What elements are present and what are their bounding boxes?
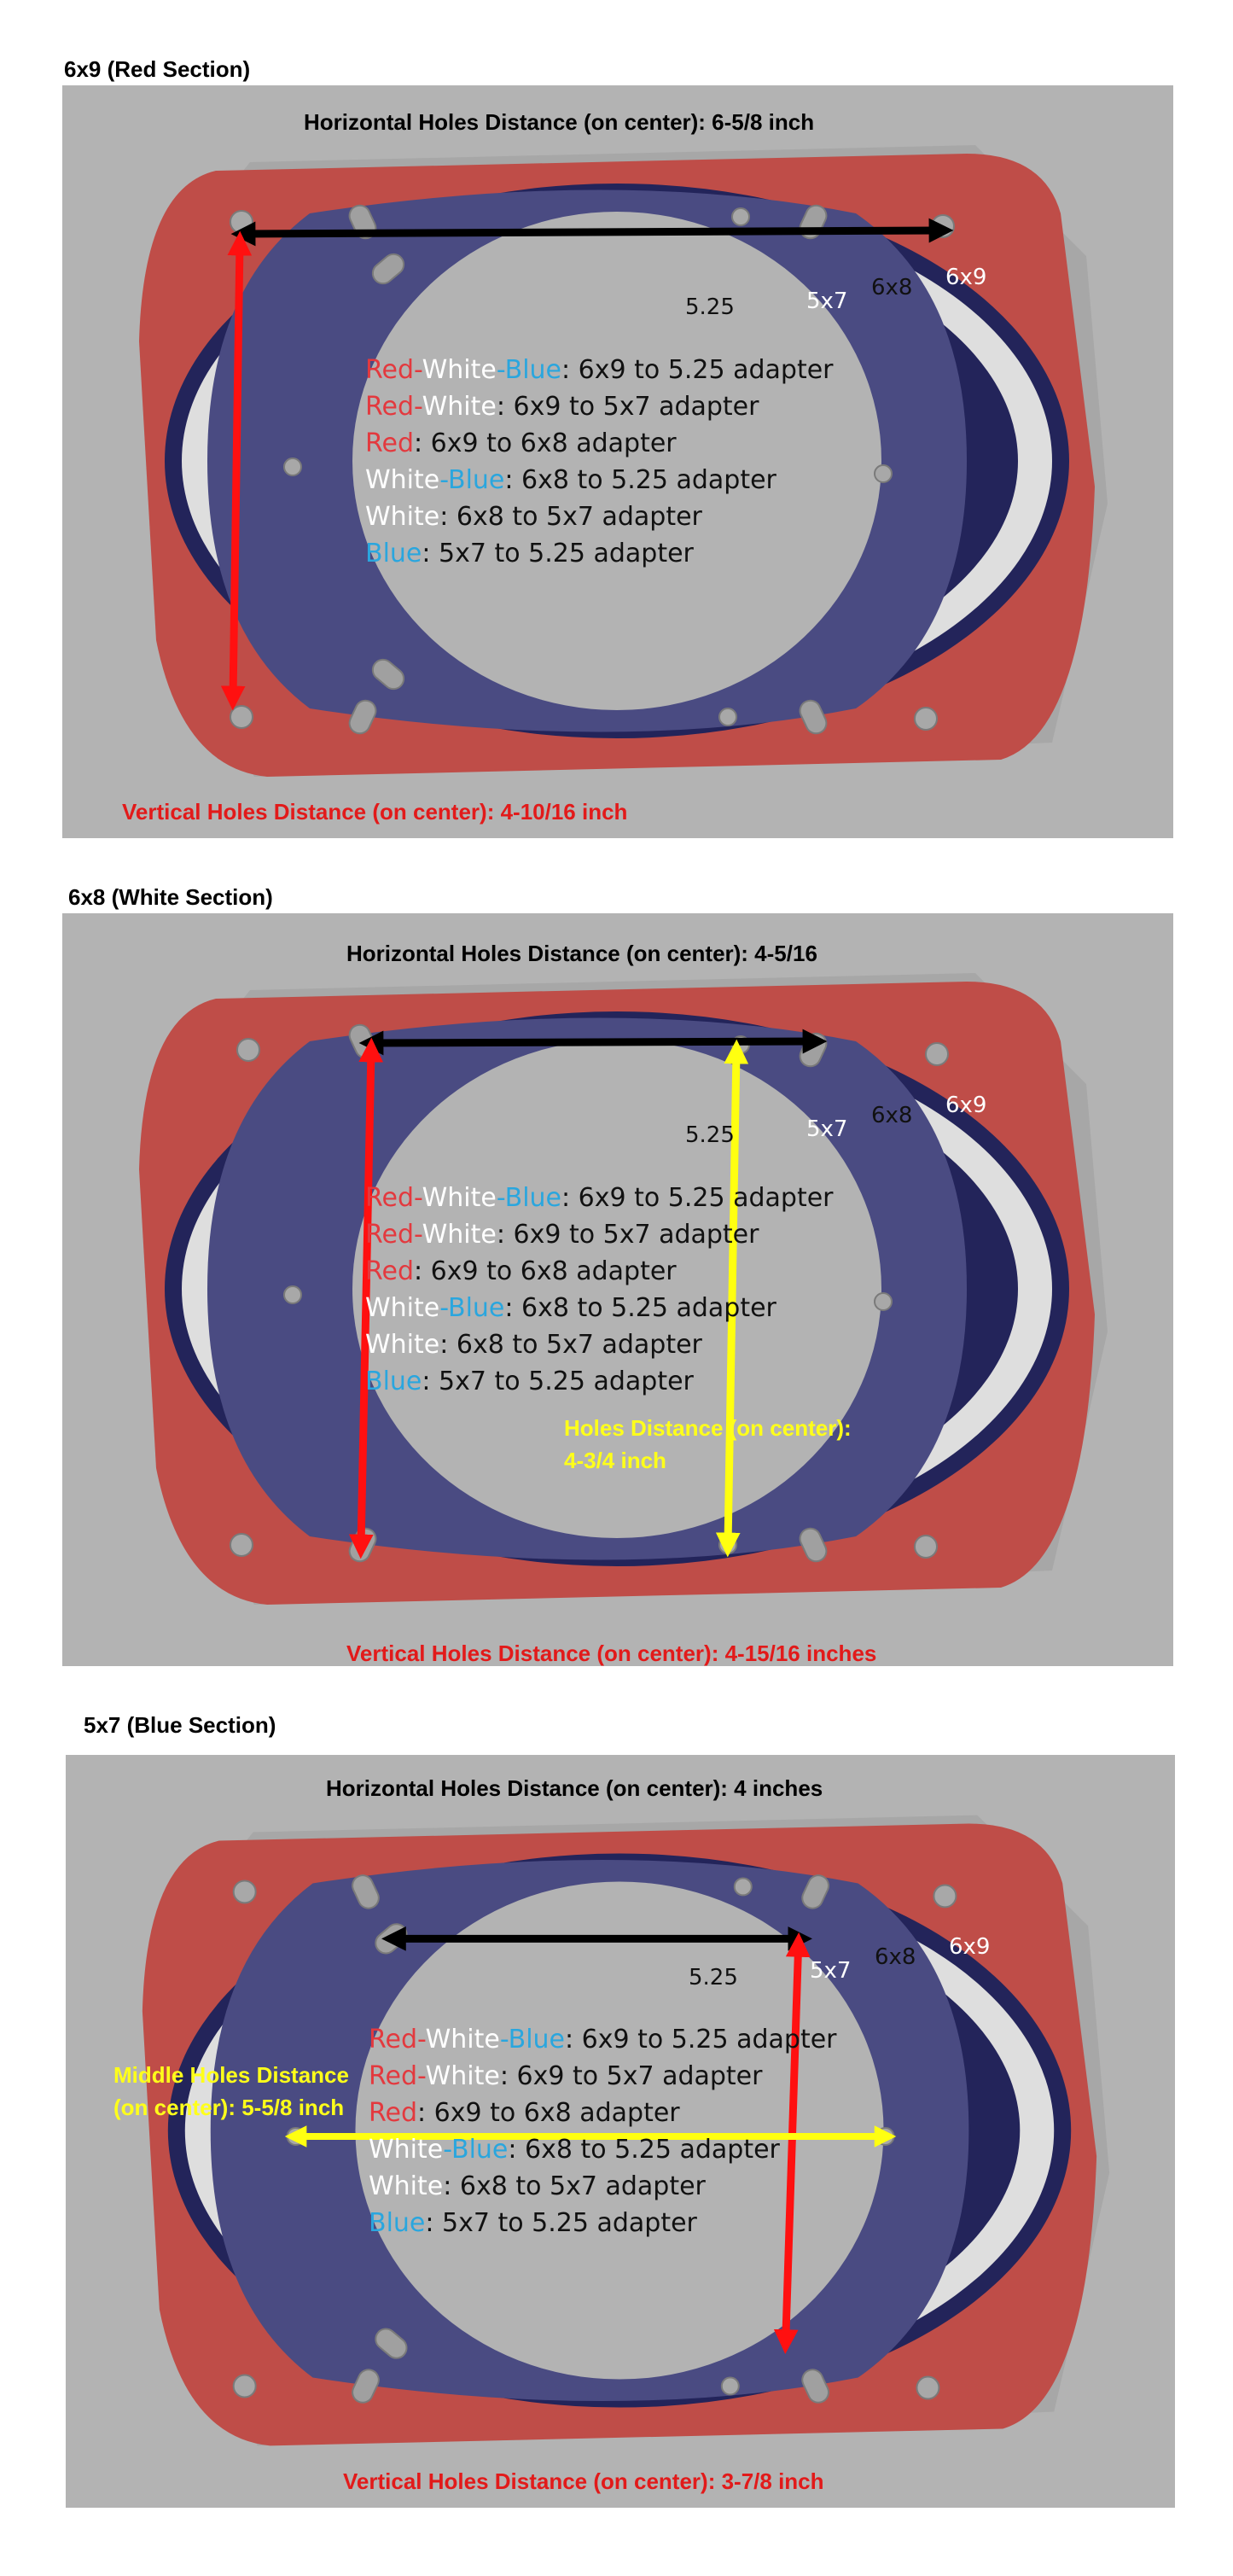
legend-line: Red: 6x9 to 6x8 adapter — [365, 1256, 677, 1286]
diagram-panel-6x9 — [62, 85, 1173, 838]
legend-line: Blue: 5x7 to 5.25 adapter — [369, 2208, 697, 2238]
section-title-6x9: 6x9 (Red Section) — [64, 56, 251, 82]
size-label-5-25: 5.25 — [685, 1122, 735, 1148]
vertical-distance-label: Vertical Holes Distance (on center): 3-7/8 inch — [343, 2468, 824, 2494]
section-title-5x7: 5x7 (Blue Section) — [84, 1712, 276, 1738]
holes-distance-label: Holes Distance (on center): — [564, 1415, 852, 1441]
diagram-panel-5x7 — [66, 1755, 1175, 2508]
vertical-distance-label: Vertical Holes Distance (on center): 4-10/16 inch — [122, 799, 628, 825]
legend-line: White: 6x8 to 5x7 adapter — [365, 1330, 702, 1360]
legend-line: Blue: 5x7 to 5.25 adapter — [365, 539, 694, 568]
size-label-6x8: 6x8 — [875, 1944, 916, 1970]
middle-holes-label: Middle Holes Distance — [113, 2062, 349, 2088]
size-label-6x9: 6x9 — [949, 1934, 991, 1960]
size-label-6x9: 6x9 — [945, 1093, 987, 1118]
adapter-legend — [369, 2021, 837, 2241]
size-label-6x9: 6x9 — [945, 265, 987, 290]
horizontal-distance-label: Horizontal Holes Distance (on center): 6-5/8 inch — [304, 109, 815, 135]
legend-line: Red-White: 6x9 to 5x7 adapter — [365, 1220, 759, 1250]
horizontal-arrow — [371, 1041, 815, 1043]
horizontal-distance-label: Horizontal Holes Distance (on center): 4-5/16 — [346, 941, 817, 966]
size-label-6x8: 6x8 — [871, 1103, 913, 1128]
legend-line: White-Blue: 6x8 to 5.25 adapter — [365, 465, 776, 495]
adapter-legend — [365, 352, 834, 572]
horizontal-arrow — [243, 230, 941, 234]
legend-line: Red: 6x9 to 6x8 adapter — [369, 2098, 680, 2128]
diagram-panel-6x8 — [62, 913, 1173, 1666]
size-label-5x7: 5x7 — [810, 1958, 852, 1984]
legend-line: Red-White-Blue: 6x9 to 5.25 adapter — [365, 1183, 834, 1213]
legend-line: Red: 6x9 to 6x8 adapter — [365, 428, 677, 458]
legend-line: Red-White: 6x9 to 5x7 adapter — [369, 2061, 763, 2091]
legend-line: Blue: 5x7 to 5.25 adapter — [365, 1367, 694, 1396]
section-title-6x8: 6x8 (White Section) — [68, 884, 273, 910]
legend-line: Red-White: 6x9 to 5x7 adapter — [365, 392, 759, 422]
holes-distance-value: 4-3/4 inch — [564, 1448, 666, 1473]
legend-line: White-Blue: 6x8 to 5.25 adapter — [365, 1293, 776, 1323]
size-label-5x7: 5x7 — [806, 288, 848, 314]
vertical-distance-label: Vertical Holes Distance (on center): 4-15/16 inches — [346, 1641, 877, 1666]
size-label-5-25: 5.25 — [685, 294, 735, 320]
legend-line: Red-White-Blue: 6x9 to 5.25 adapter — [365, 355, 834, 385]
legend-line: White: 6x8 to 5x7 adapter — [365, 502, 702, 532]
size-label-5-25: 5.25 — [689, 1965, 738, 1990]
adapter-legend — [365, 1180, 834, 1400]
size-label-5x7: 5x7 — [806, 1116, 848, 1142]
horizontal-distance-label: Horizontal Holes Distance (on center): 4 inches — [326, 1775, 823, 1801]
middle-holes-value: (on center): 5-5/8 inch — [113, 2095, 345, 2120]
legend-line: White-Blue: 6x8 to 5.25 adapter — [369, 2135, 780, 2165]
legend-line: White: 6x8 to 5x7 adapter — [369, 2171, 706, 2201]
size-label-6x8: 6x8 — [871, 275, 913, 300]
legend-line: Red-White-Blue: 6x9 to 5.25 adapter — [369, 2025, 837, 2054]
